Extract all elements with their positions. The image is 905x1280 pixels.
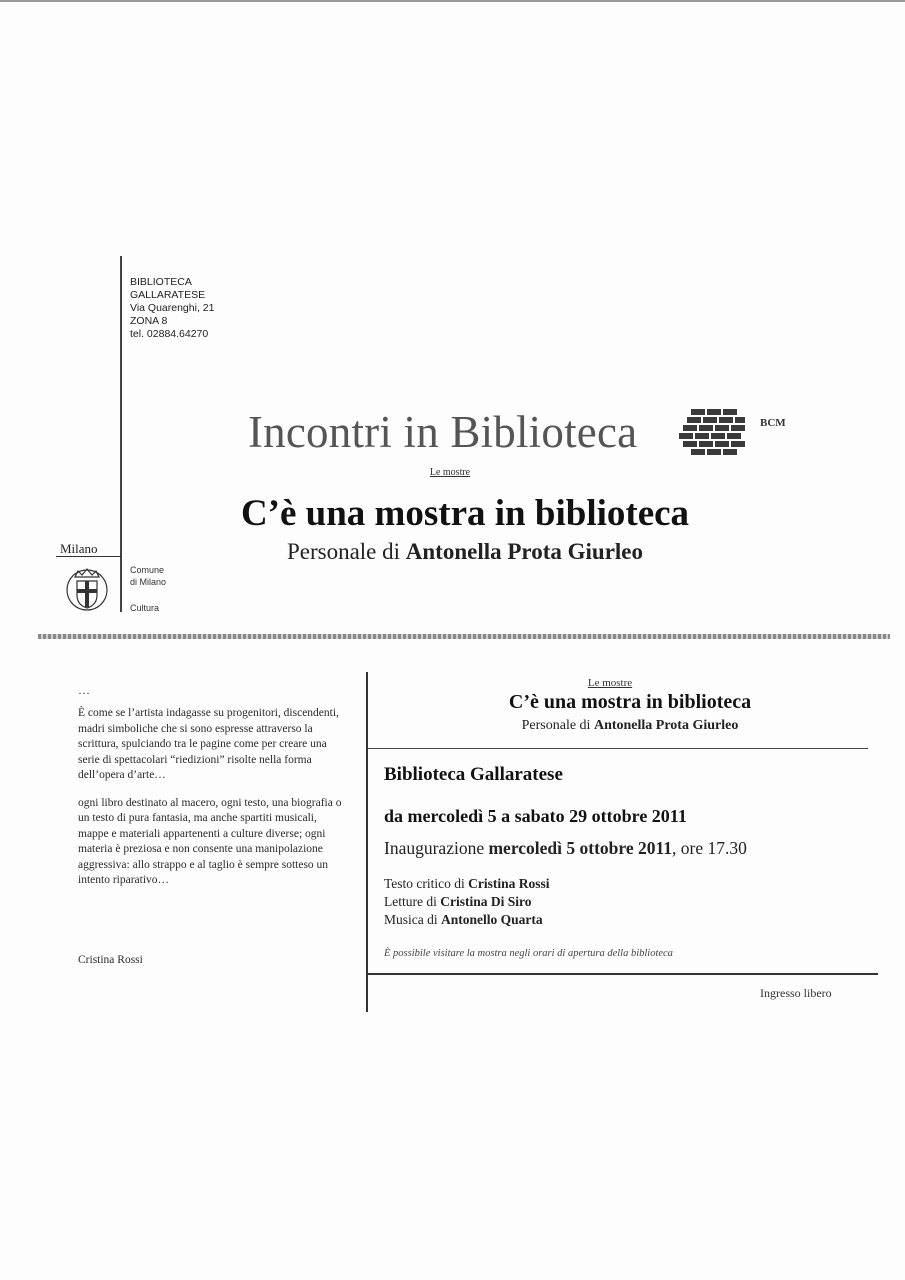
address-line: Via Quarenghi, 21 — [130, 302, 215, 314]
address-line: ZONA 8 — [130, 315, 168, 327]
free-entry-label: Ingresso libero — [760, 986, 832, 1000]
credit-role: Testo critico di — [384, 876, 469, 891]
library-address — [130, 276, 214, 341]
footer-rule — [368, 973, 878, 975]
credit-line — [384, 894, 532, 910]
credit-name: Cristina Rossi — [468, 876, 550, 891]
section-rule — [368, 748, 868, 749]
subtitle-prefix: Personale di — [286, 539, 406, 564]
opening-prefix: Inaugurazione — [384, 838, 489, 858]
exhibition-subtitle — [150, 539, 780, 565]
series-title: Incontri in Biblioteca — [248, 407, 638, 457]
credit-line — [384, 912, 543, 928]
quote-ellipsis: … — [78, 683, 90, 697]
opening-info — [384, 838, 747, 859]
address-line: GALLARATESE — [130, 289, 206, 301]
milano-crest-icon — [62, 563, 112, 613]
credit-name: Antonello Quarta — [441, 912, 543, 927]
city-name: Milano — [60, 541, 98, 556]
exhibition-dates: da mercoledì 5 a sabato 29 ottobre 2011 — [384, 806, 687, 826]
city-rule — [56, 556, 122, 557]
artist-name: Antonella Prota Giurleo — [593, 718, 739, 733]
category-label: Le mostre — [429, 467, 471, 478]
artist-name: Antonella Prota Giurleo — [405, 539, 644, 564]
opening-time: , ore 17.30 — [672, 838, 747, 858]
venue-name: Biblioteca Gallaratese — [384, 764, 563, 785]
visiting-note: È possibile visitare la mostra negli orari di apertura della biblioteca — [384, 948, 673, 959]
address-line: tel. 02884.64270 — [130, 328, 209, 340]
comune-line: Comune — [130, 565, 165, 575]
column-vertical-rule — [366, 672, 368, 1012]
exhibition-subtitle-small — [380, 718, 880, 734]
department-label: Cultura — [130, 603, 160, 613]
exhibition-title: C’è una mostra in biblioteca — [240, 493, 690, 534]
subtitle-prefix: Personale di — [521, 718, 594, 733]
bcm-logo-text: BCM — [760, 417, 786, 429]
credit-line — [384, 876, 550, 892]
quote-paragraph: È come se l’artista indagasse su progenitori, discendenti, madri simboliche che si sono espresse attraverso la scrittura, spulciando tra le pagine come per creare una serie di spettacolari “riedizioni” risolte nella forma dell’opera d’arte… — [78, 707, 339, 781]
quote-paragraph: ogni libro destinato al macero, ogni testo, una biografia o un testo di pura fantasia, ma anche spartiti musicali, mappe e materiali appartenenti a culture diverse; ogni materia è preziosa e non consente una manipolazione aggressiva: allo strappo e al taglio è sempre sotteso un intento riparativo… — [78, 796, 342, 886]
address-line: BIBLIOTECA — [130, 276, 192, 288]
critic-quote — [78, 706, 348, 901]
header-divider — [38, 634, 890, 639]
credit-role: Letture di — [384, 894, 441, 909]
header-vertical-rule — [120, 256, 122, 612]
bcm-logo-icon — [679, 409, 749, 461]
comune-label — [130, 564, 166, 588]
exhibition-title-small: C’è una mostra in biblioteca — [508, 691, 752, 713]
comune-line: di Milano — [130, 577, 167, 587]
category-label: Le mostre — [587, 677, 633, 689]
quote-signature: Cristina Rossi — [78, 954, 143, 966]
opening-date: mercoledì 5 ottobre 2011 — [488, 838, 673, 858]
top-rule — [0, 0, 905, 2]
credit-role: Musica di — [384, 912, 441, 927]
credit-name: Cristina Di Siro — [440, 894, 532, 909]
